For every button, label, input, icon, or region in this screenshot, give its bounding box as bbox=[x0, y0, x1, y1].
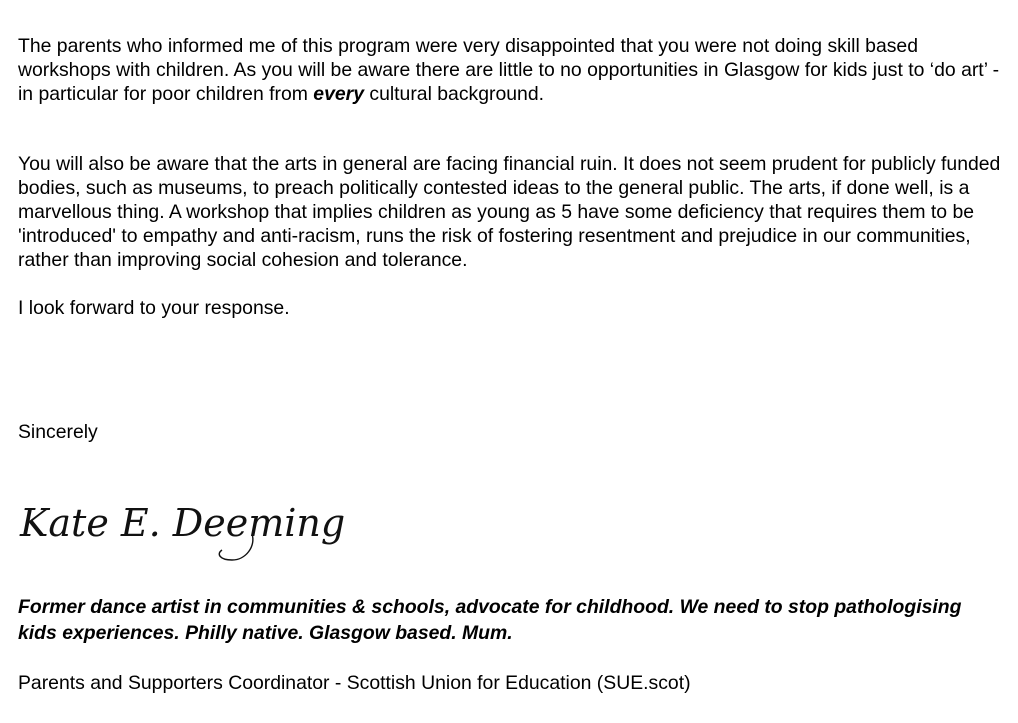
spacer bbox=[18, 106, 1003, 152]
author-title: Parents and Supporters Coordinator - Scottish Union for Education (SUE.scot) bbox=[18, 672, 691, 694]
paragraph-arts-funding: You will also be aware that the arts in general are facing financial ruin. It does not seem prudent for publicly funded bodies, such as museums, to preach politically contested ideas to the general public. The arts, if done well, is a marvellous thing. A workshop that implies children as young as 5 have some deficiency that requires them to be 'introduced' to empathy and anti-racism, runs the risk of fostering resentment and prejudice in our communities, rather than improving social cohesion and tolerance. bbox=[18, 153, 1001, 271]
paragraph-program-disappointment bbox=[18, 34, 1003, 106]
handwritten-signature bbox=[20, 498, 346, 568]
paragraph-1-ending: cultural background. bbox=[363, 83, 544, 105]
closing-sincerely: Sincerely bbox=[18, 421, 98, 443]
paragraph-1-text: The parents who informed me of this program were very disappointed that you were not doing skill based workshops with children. As you will be aware there are little to no opportunities in Glasgow for kids just to ‘do art’ -in particular for poor children from bbox=[18, 35, 1000, 105]
letter-body bbox=[18, 34, 1003, 320]
signature-image bbox=[20, 498, 346, 568]
spacer bbox=[18, 272, 1003, 296]
author-bio: Former dance artist in communities & schools, advocate for childhood. We need to stop pathologising kids experiences. Philly native. Glasgow based. Mum. bbox=[18, 596, 962, 644]
emphasis-every: every bbox=[313, 83, 364, 105]
paragraph-response: I look forward to your response. bbox=[18, 297, 290, 319]
signature-text: Kate E. Deeming bbox=[20, 501, 346, 545]
